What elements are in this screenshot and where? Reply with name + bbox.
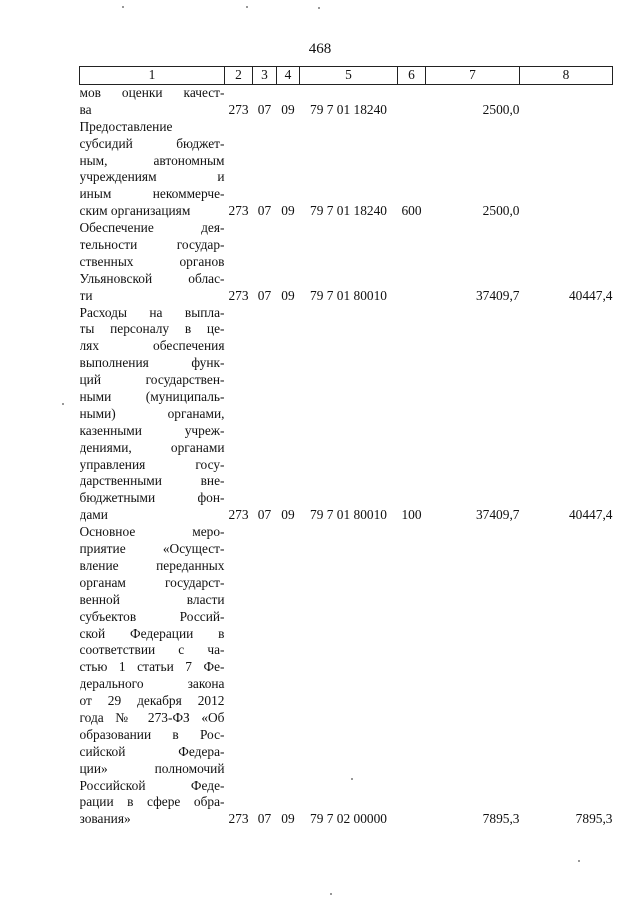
row-name-line: Расходы на выпла- — [79, 304, 225, 320]
row-name-line: вление переданных — [79, 557, 225, 573]
expense-type-cell: 100 — [401, 507, 422, 523]
header-col-7: 7 — [426, 67, 520, 85]
row-name-line: иным некоммерче- — [79, 186, 225, 202]
section-cell: 07 — [257, 203, 272, 219]
scan-speck — [330, 893, 332, 895]
code-cell: 273 — [228, 287, 249, 303]
row-name-line: соответствии с ча- — [79, 642, 225, 658]
table-row — [80, 524, 613, 828]
row-name-line: дениями, органами — [79, 439, 225, 455]
row-name-line: субъектов Россий- — [79, 608, 225, 624]
target-article-cell: 79 7 01 80010 — [310, 287, 387, 303]
row-name-line: ским организациям — [79, 203, 191, 219]
scan-speck — [62, 403, 64, 405]
amount-year2-cell — [520, 119, 613, 220]
row-name-line: ции» полномочий — [79, 760, 225, 776]
header-col-4: 4 — [277, 67, 300, 85]
amount-year2-cell: 40447,4 — [568, 507, 613, 523]
row-name-line: зования» — [79, 811, 131, 827]
row-name-line: от 29 декабря 2012 — [79, 693, 225, 709]
table-row — [80, 305, 613, 525]
table-body — [80, 85, 613, 829]
code-cell: 273 — [228, 811, 249, 827]
target-article-cell: 79 7 01 18240 — [310, 101, 387, 117]
header-col-3: 3 — [253, 67, 277, 85]
row-name-line: дерального закона — [79, 676, 225, 692]
scan-speck — [318, 7, 320, 9]
amount-year2-cell — [520, 85, 613, 119]
row-name-line: учреждениям и — [79, 169, 225, 185]
scan-speck — [578, 860, 580, 862]
target-article-cell: 79 7 01 18240 — [310, 203, 387, 219]
header-col-6: 6 — [398, 67, 426, 85]
row-name-line: тельности государ- — [79, 237, 225, 253]
header-col-8: 8 — [520, 67, 613, 85]
row-name-line: субсидий бюджет- — [79, 135, 225, 151]
expense-type-cell — [398, 220, 426, 304]
row-name-line: выполнения функ- — [79, 355, 225, 371]
row-name-line: Ульяновской облас- — [79, 270, 225, 286]
section-cell: 07 — [257, 507, 272, 523]
row-name-line: года № 273-ФЗ «Об — [79, 709, 225, 725]
table-row — [80, 85, 613, 119]
row-name-line: сийской Федера- — [79, 743, 225, 759]
row-name-line: лях обеспечения — [79, 338, 225, 354]
subsection-cell: 09 — [281, 101, 295, 117]
row-name-line: ным, автономным — [79, 152, 225, 168]
row-name-line: стью 1 статьи 7 Фе- — [79, 659, 225, 675]
section-cell: 07 — [257, 811, 272, 827]
target-article-cell: 79 7 01 80010 — [310, 507, 387, 523]
scan-speck — [122, 6, 124, 8]
table-row — [80, 119, 613, 220]
row-name-line: дами — [79, 507, 108, 523]
code-cell: 273 — [228, 203, 249, 219]
header-row — [80, 67, 613, 85]
budget-table — [79, 66, 613, 828]
row-name-line: мов оценки качест- — [79, 85, 225, 100]
row-name-line: дарственными вне- — [79, 473, 225, 489]
section-cell: 07 — [257, 287, 272, 303]
row-name-line: Обеспечение дея- — [79, 220, 225, 236]
expense-type-cell — [398, 524, 426, 828]
row-name-line: казенными учреж- — [79, 422, 225, 438]
subsection-cell: 09 — [281, 507, 295, 523]
row-name-line: венной власти — [79, 591, 225, 607]
row-name-line: образовании в Рос- — [79, 726, 225, 742]
table-row — [80, 220, 613, 304]
header-col-1: 1 — [80, 67, 225, 85]
row-name-line: ской Федерации в — [79, 625, 225, 641]
row-name-line: ций государствен- — [79, 372, 225, 388]
row-name-line: Основное меро- — [79, 524, 225, 540]
page-number: 468 — [308, 41, 332, 57]
header-col-5: 5 — [300, 67, 398, 85]
row-name-line: Предоставление — [79, 118, 173, 134]
row-name-cell — [80, 119, 225, 220]
row-name-line: ва — [79, 101, 92, 117]
subsection-cell: 09 — [281, 203, 295, 219]
row-name-cell — [80, 85, 225, 119]
expense-type-cell: 600 — [401, 203, 422, 219]
row-name-line: рации в сфере обра- — [79, 794, 225, 810]
amount-year1-cell: 37409,7 — [475, 507, 520, 523]
target-article-cell: 79 7 02 00000 — [310, 811, 387, 827]
row-name-line: органам государст- — [79, 574, 225, 590]
amount-year1-cell: 7895,3 — [482, 811, 520, 827]
expense-type-cell — [398, 85, 426, 119]
scan-speck — [246, 6, 248, 8]
amount-year2-cell: 7895,3 — [575, 811, 613, 827]
row-name-line: ственных органов — [79, 253, 225, 269]
row-name-line: бюджетными фон- — [79, 490, 225, 506]
code-cell: 273 — [228, 101, 249, 117]
row-name-line: управления госу- — [79, 456, 225, 472]
row-name-cell — [80, 220, 225, 304]
amount-year1-cell: 2500,0 — [482, 101, 520, 117]
row-name-line: ными (муниципаль- — [79, 389, 225, 405]
row-name-line: приятие «Осущест- — [79, 541, 225, 557]
subsection-cell: 09 — [281, 287, 295, 303]
row-name-cell — [80, 524, 225, 828]
row-name-cell — [80, 305, 225, 525]
scan-speck — [351, 778, 353, 780]
header-col-2: 2 — [225, 67, 253, 85]
code-cell: 273 — [228, 507, 249, 523]
row-name-line: Российской Феде- — [79, 777, 225, 793]
row-name-line: ты персоналу в це- — [79, 321, 225, 337]
subsection-cell: 09 — [281, 811, 295, 827]
row-name-line: ными) органами, — [79, 405, 225, 421]
section-cell: 07 — [257, 101, 272, 117]
amount-year1-cell: 2500,0 — [482, 203, 520, 219]
row-name-line: ти — [79, 287, 93, 303]
amount-year1-cell: 37409,7 — [475, 287, 520, 303]
amount-year2-cell: 40447,4 — [568, 287, 613, 303]
